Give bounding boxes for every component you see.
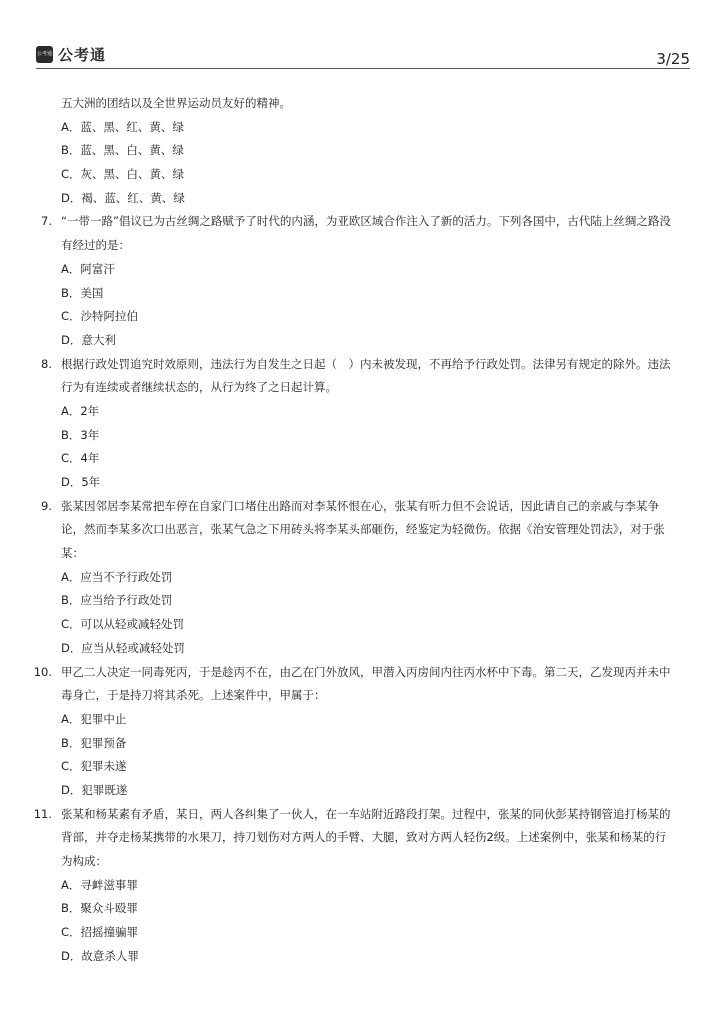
question-text: “一带一路”倡议已为古丝绸之路赋予了时代的内涵，为亚欧区域合作注入了新的活力。下列各国中，古代陆上丝绸之路没 bbox=[61, 214, 671, 229]
brand-logo bbox=[36, 44, 106, 65]
logo-text: 公考通 bbox=[58, 46, 107, 64]
question-text: 张某因邻居李某常把车停在自家门口堵住出路而对李某怀恨在心，张某有听力但不会说话，因此请自己的亲戚与李某争 bbox=[61, 498, 659, 513]
page-header bbox=[36, 44, 690, 69]
option-b: B．犯罪预备 bbox=[61, 735, 127, 750]
option-b: B．聚众斗殴罪 bbox=[61, 901, 138, 916]
question-text: 毒身亡，于是持刀将其杀死。上述案件中，甲属于： bbox=[61, 688, 326, 703]
option-b: B．美国 bbox=[61, 285, 104, 300]
question-stem-line bbox=[0, 210, 724, 234]
option-d: D．犯罪既遂 bbox=[61, 782, 128, 797]
question-stem-line bbox=[0, 495, 724, 519]
option-d: D．褐、蓝、红、黄、绿 bbox=[61, 190, 185, 205]
question-text: 背部，并夺走杨某携带的水果刀，持刀划伤对方两人的手臂、大腿，致对方两人轻伤2级。上述案例中，张某和杨某的行 bbox=[61, 830, 667, 845]
option-c: C．灰、黑、白、黄、绿 bbox=[61, 167, 185, 182]
option-c: C．沙特阿拉伯 bbox=[61, 309, 139, 324]
question-text: 有经过的是： bbox=[61, 238, 130, 253]
question-10 bbox=[0, 661, 724, 803]
question-7 bbox=[0, 210, 724, 352]
page-number: 3/25 bbox=[656, 50, 690, 68]
option-a: A．阿富汗 bbox=[61, 261, 115, 276]
option-d: D．意大利 bbox=[61, 332, 116, 347]
option-b: B．应当给予行政处罚 bbox=[61, 593, 173, 608]
option-a: A．寻衅滋事罪 bbox=[61, 877, 138, 892]
question-text: 某： bbox=[61, 546, 84, 561]
option-c: C．招摇撞骗罪 bbox=[61, 925, 139, 940]
question-number: 7. bbox=[41, 214, 52, 229]
document-body bbox=[0, 92, 724, 968]
question-stem-line bbox=[0, 661, 724, 685]
option-c: C．犯罪未遂 bbox=[61, 759, 127, 774]
question-text: 甲乙二人决定一同毒死丙，于是趁丙不在，由乙在门外放风，甲潜入丙房间内往丙水杯中下毒。第二天，乙发现丙并未中 bbox=[61, 664, 671, 679]
question-text: 根据行政处罚追究时效原则，违法行为自发生之日起（ ）内未被发现，不再给予行政处罚。法律另有规定的除外。违法 bbox=[61, 356, 671, 371]
option-a: A．应当不予行政处罚 bbox=[61, 569, 173, 584]
option-a: A．蓝、黑、红、黄、绿 bbox=[61, 119, 184, 134]
question-number: 11. bbox=[33, 806, 52, 821]
question-11 bbox=[0, 803, 724, 969]
question-number: 8. bbox=[41, 356, 52, 371]
option-d: D．应当从轻或减轻处罚 bbox=[61, 640, 185, 655]
option-c: C．可以从轻或减轻处罚 bbox=[61, 617, 185, 632]
question-8 bbox=[0, 353, 724, 495]
question-number: 10. bbox=[33, 664, 52, 679]
option-a: A．2年 bbox=[61, 403, 100, 418]
question-continuation: 五大洲的团结以及全世界运动员友好的精神。 bbox=[61, 96, 291, 110]
option-b: B．3年 bbox=[61, 427, 100, 442]
question-text: 张某和杨某素有矛盾，某日，两人各纠集了一伙人，在一车站附近路段打架。过程中，张某的同伙彭某持钢管追打杨某的 bbox=[61, 806, 671, 821]
question-stem-line bbox=[0, 353, 724, 377]
question-text: 为构成： bbox=[61, 854, 107, 868]
question-text: 论，然而李某多次口出恶言，张某气急之下用砖头将李某头部砸伤，经鉴定为轻微伤。依据《治安管理处罚法》，对于张 bbox=[61, 522, 665, 537]
option-b: B．蓝、黑、白、黄、绿 bbox=[61, 143, 184, 158]
option-d: D．5年 bbox=[61, 475, 101, 489]
option-d: D．故意杀人罪 bbox=[61, 948, 139, 963]
question-number: 9. bbox=[41, 498, 52, 513]
option-c: C．4年 bbox=[61, 451, 100, 466]
question-text: 行为有连续或者继续状态的，从行为终了之日起计算。 bbox=[61, 380, 337, 395]
option-a: A．犯罪中止 bbox=[61, 711, 127, 726]
logo-badge-icon: 公考通 bbox=[36, 46, 53, 63]
question-9 bbox=[0, 495, 724, 661]
question-stem-line bbox=[0, 803, 724, 827]
